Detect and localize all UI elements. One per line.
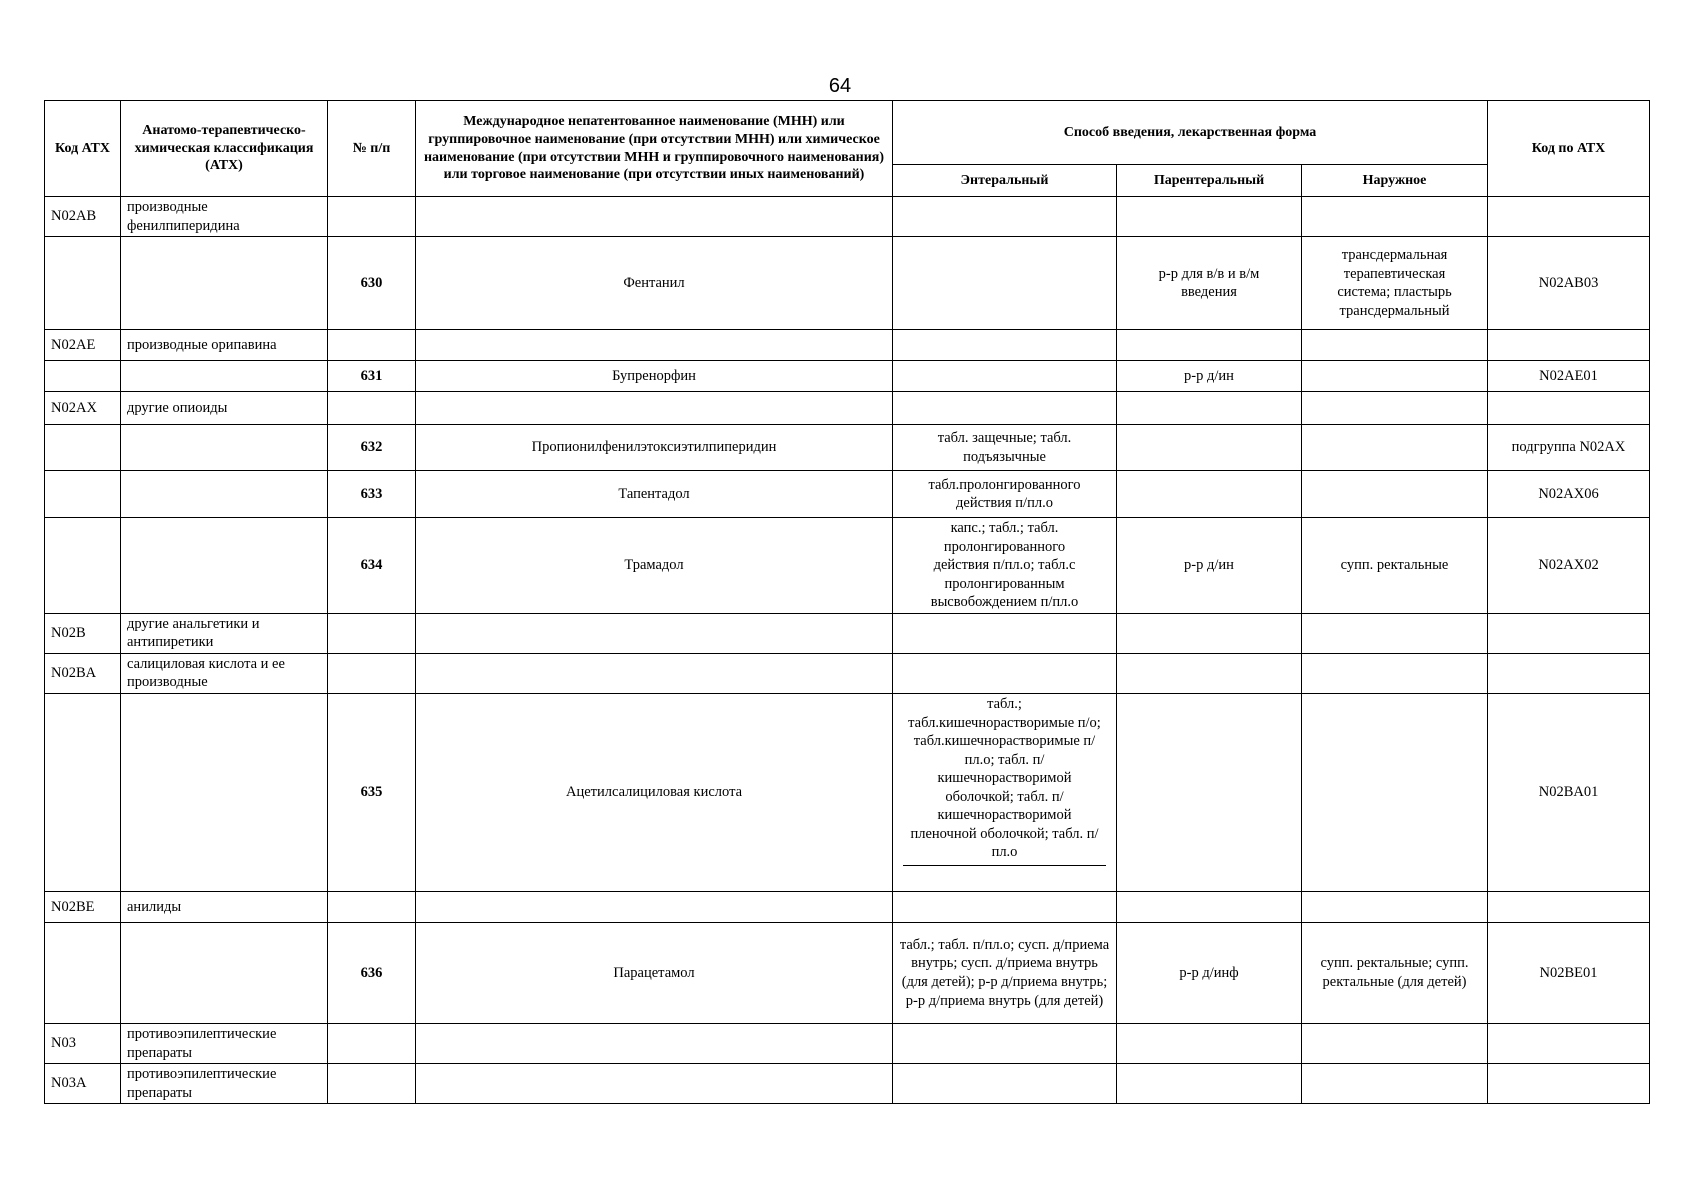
enteral-forms-text: табл.; табл.кишечнорастворимые п/о; табл.кишечнорастворимые п/пл.о; табл. п/кишечнорастворимой оболочкой; табл. п/кишечнорастворимой пленочной оболочкой; табл. п/пл.о — [903, 695, 1106, 866]
drug-name-cell: Трамадол — [416, 518, 893, 614]
external-cell — [1302, 1024, 1488, 1064]
enteral-cell — [893, 1024, 1117, 1064]
number-cell: 630 — [328, 237, 416, 330]
enteral-cell — [893, 392, 1117, 425]
classification-cell — [121, 425, 328, 471]
atx-code-cell: N03 — [45, 1024, 121, 1064]
atx-code-ref-cell — [1488, 613, 1650, 653]
drug-registry-table — [44, 100, 1650, 1104]
atx-code-ref-cell: N02AX02 — [1488, 518, 1650, 614]
atx-code-ref-cell: N02AB03 — [1488, 237, 1650, 330]
table-row — [45, 518, 1650, 614]
external-cell — [1302, 613, 1488, 653]
enteral-cell — [893, 1064, 1117, 1104]
table-row — [45, 1064, 1650, 1104]
atx-code-cell: N02B — [45, 613, 121, 653]
drug-name-cell: Парацетамол — [416, 923, 893, 1024]
number-cell — [328, 1064, 416, 1104]
drug-name-cell: Фентанил — [416, 237, 893, 330]
external-cell: супп. ректальные; супп. ректальные (для детей) — [1302, 923, 1488, 1024]
external-cell — [1302, 361, 1488, 392]
table-row — [45, 694, 1650, 892]
atx-code-cell: N02AX — [45, 392, 121, 425]
table-row — [45, 425, 1650, 471]
atx-code-ref-cell — [1488, 892, 1650, 923]
drug-name-cell: Пропионилфенилэтоксиэтилпиперидин — [416, 425, 893, 471]
table-row — [45, 197, 1650, 237]
atx-code-ref-cell — [1488, 392, 1650, 425]
external-cell — [1302, 197, 1488, 237]
classification-cell: салициловая кислота и ее производные — [121, 653, 328, 693]
atx-code-ref-cell: N02AE01 — [1488, 361, 1650, 392]
atx-code-ref-cell — [1488, 330, 1650, 361]
atx-code-ref-cell: N02BA01 — [1488, 694, 1650, 892]
table-row — [45, 1024, 1650, 1064]
enteral-cell — [893, 330, 1117, 361]
classification-cell: производные фенилпиперидина — [121, 197, 328, 237]
atx-code-cell — [45, 471, 121, 518]
table-row — [45, 237, 1650, 330]
classification-cell: противоэпилептические препараты — [121, 1024, 328, 1064]
external-cell — [1302, 471, 1488, 518]
header-route-group: Способ введения, лекарственная форма — [893, 101, 1488, 165]
enteral-cell — [893, 694, 1117, 892]
parenteral-cell — [1117, 392, 1302, 425]
parenteral-cell — [1117, 1024, 1302, 1064]
atx-code-cell: N02BE — [45, 892, 121, 923]
header-number: № п/п — [328, 101, 416, 197]
enteral-cell — [893, 892, 1117, 923]
table-row — [45, 653, 1650, 693]
drug-name-cell — [416, 613, 893, 653]
external-cell: супп. ректальные — [1302, 518, 1488, 614]
classification-cell: противоэпилептические препараты — [121, 1064, 328, 1104]
table-row — [45, 923, 1650, 1024]
classification-cell — [121, 471, 328, 518]
atx-code-cell — [45, 237, 121, 330]
drug-name-cell — [416, 1024, 893, 1064]
table-row — [45, 471, 1650, 518]
parenteral-cell: р-р д/инф — [1117, 923, 1302, 1024]
classification-cell — [121, 694, 328, 892]
table-row — [45, 892, 1650, 923]
header-code-atx: Код АТХ — [45, 101, 121, 197]
header-parenteral: Парентеральный — [1117, 165, 1302, 197]
drug-name-cell: Тапентадол — [416, 471, 893, 518]
atx-code-ref-cell — [1488, 1064, 1650, 1104]
page-number: 64 — [828, 75, 852, 97]
enteral-cell — [893, 361, 1117, 392]
number-cell: 634 — [328, 518, 416, 614]
external-cell — [1302, 392, 1488, 425]
external-cell — [1302, 653, 1488, 693]
enteral-cell — [893, 197, 1117, 237]
atx-code-cell — [45, 425, 121, 471]
number-cell — [328, 392, 416, 425]
enteral-cell — [893, 613, 1117, 653]
number-cell: 635 — [328, 694, 416, 892]
classification-cell — [121, 361, 328, 392]
parenteral-cell — [1117, 1064, 1302, 1104]
drug-name-cell — [416, 653, 893, 693]
number-cell — [328, 653, 416, 693]
header-enteral: Энтеральный — [893, 165, 1117, 197]
atx-code-cell: N02AE — [45, 330, 121, 361]
header-code-by-atx: Код по АТХ — [1488, 101, 1650, 197]
atx-code-cell: N02BA — [45, 653, 121, 693]
parenteral-cell — [1117, 330, 1302, 361]
drug-name-cell: Бупренорфин — [416, 361, 893, 392]
classification-cell: другие опиоиды — [121, 392, 328, 425]
drug-name-cell: Ацетилсалициловая кислота — [416, 694, 893, 892]
table-row — [45, 613, 1650, 653]
table-row — [45, 330, 1650, 361]
classification-cell — [121, 237, 328, 330]
atx-code-cell — [45, 361, 121, 392]
drug-name-cell — [416, 892, 893, 923]
external-cell — [1302, 892, 1488, 923]
number-cell: 632 — [328, 425, 416, 471]
parenteral-cell — [1117, 471, 1302, 518]
parenteral-cell: р-р д/ин — [1117, 361, 1302, 392]
header-drug-name: Международное непатентованное наименование (МНН) или группировочное наименование (при отсутствии МНН) или химическое наименование (при отсутствии МНН и группировочного наименования) или торговое наименование (при отсутствии иных наименований) — [416, 101, 893, 197]
atx-code-ref-cell: подгруппа N02AX — [1488, 425, 1650, 471]
parenteral-cell — [1117, 653, 1302, 693]
number-cell — [328, 613, 416, 653]
table-row — [45, 392, 1650, 425]
atx-code-ref-cell: N02AX06 — [1488, 471, 1650, 518]
parenteral-cell: р-р для в/в и в/м введения — [1117, 237, 1302, 330]
classification-cell — [121, 518, 328, 614]
enteral-cell — [893, 237, 1117, 330]
classification-cell: анилиды — [121, 892, 328, 923]
drug-name-cell — [416, 197, 893, 237]
parenteral-cell — [1117, 694, 1302, 892]
external-cell — [1302, 694, 1488, 892]
external-cell — [1302, 330, 1488, 361]
parenteral-cell — [1117, 613, 1302, 653]
table-row — [45, 361, 1650, 392]
atx-code-cell — [45, 923, 121, 1024]
atx-code-cell — [45, 518, 121, 614]
parenteral-cell — [1117, 197, 1302, 237]
number-cell — [328, 892, 416, 923]
classification-cell: производные орипавина — [121, 330, 328, 361]
atx-code-ref-cell: N02BE01 — [1488, 923, 1650, 1024]
atx-code-ref-cell — [1488, 653, 1650, 693]
enteral-cell: капс.; табл.; табл. пролонгированного действия п/пл.о; табл.с пролонгированным высвобождением п/пл.о — [893, 518, 1117, 614]
external-cell — [1302, 1064, 1488, 1104]
number-cell: 636 — [328, 923, 416, 1024]
atx-code-ref-cell — [1488, 197, 1650, 237]
header-external: Наружное — [1302, 165, 1488, 197]
enteral-cell: табл.пролонгированного действия п/пл.о — [893, 471, 1117, 518]
parenteral-cell — [1117, 892, 1302, 923]
enteral-cell: табл. защечные; табл. подъязычные — [893, 425, 1117, 471]
number-cell: 633 — [328, 471, 416, 518]
external-cell: трансдермальная терапевтическая система; пластырь трансдермальный — [1302, 237, 1488, 330]
drug-name-cell — [416, 330, 893, 361]
header-classification: Анатомо-терапевтическо-химическая классификация (АТХ) — [121, 101, 328, 197]
drug-name-cell — [416, 1064, 893, 1104]
number-cell — [328, 330, 416, 361]
atx-code-cell: N02AB — [45, 197, 121, 237]
number-cell — [328, 197, 416, 237]
enteral-cell — [893, 653, 1117, 693]
number-cell — [328, 1024, 416, 1064]
parenteral-cell: р-р д/ин — [1117, 518, 1302, 614]
atx-code-cell — [45, 694, 121, 892]
atx-code-cell: N03A — [45, 1064, 121, 1104]
number-cell: 631 — [328, 361, 416, 392]
classification-cell: другие анальгетики и антипиретики — [121, 613, 328, 653]
enteral-cell: табл.; табл. п/пл.о; сусп. д/приема внутрь; сусп. д/приема внутрь (для детей); р-р д/приема внутрь; р-р д/приема внутрь (для детей) — [893, 923, 1117, 1024]
atx-code-ref-cell — [1488, 1024, 1650, 1064]
external-cell — [1302, 425, 1488, 471]
classification-cell — [121, 923, 328, 1024]
parenteral-cell — [1117, 425, 1302, 471]
drug-name-cell — [416, 392, 893, 425]
